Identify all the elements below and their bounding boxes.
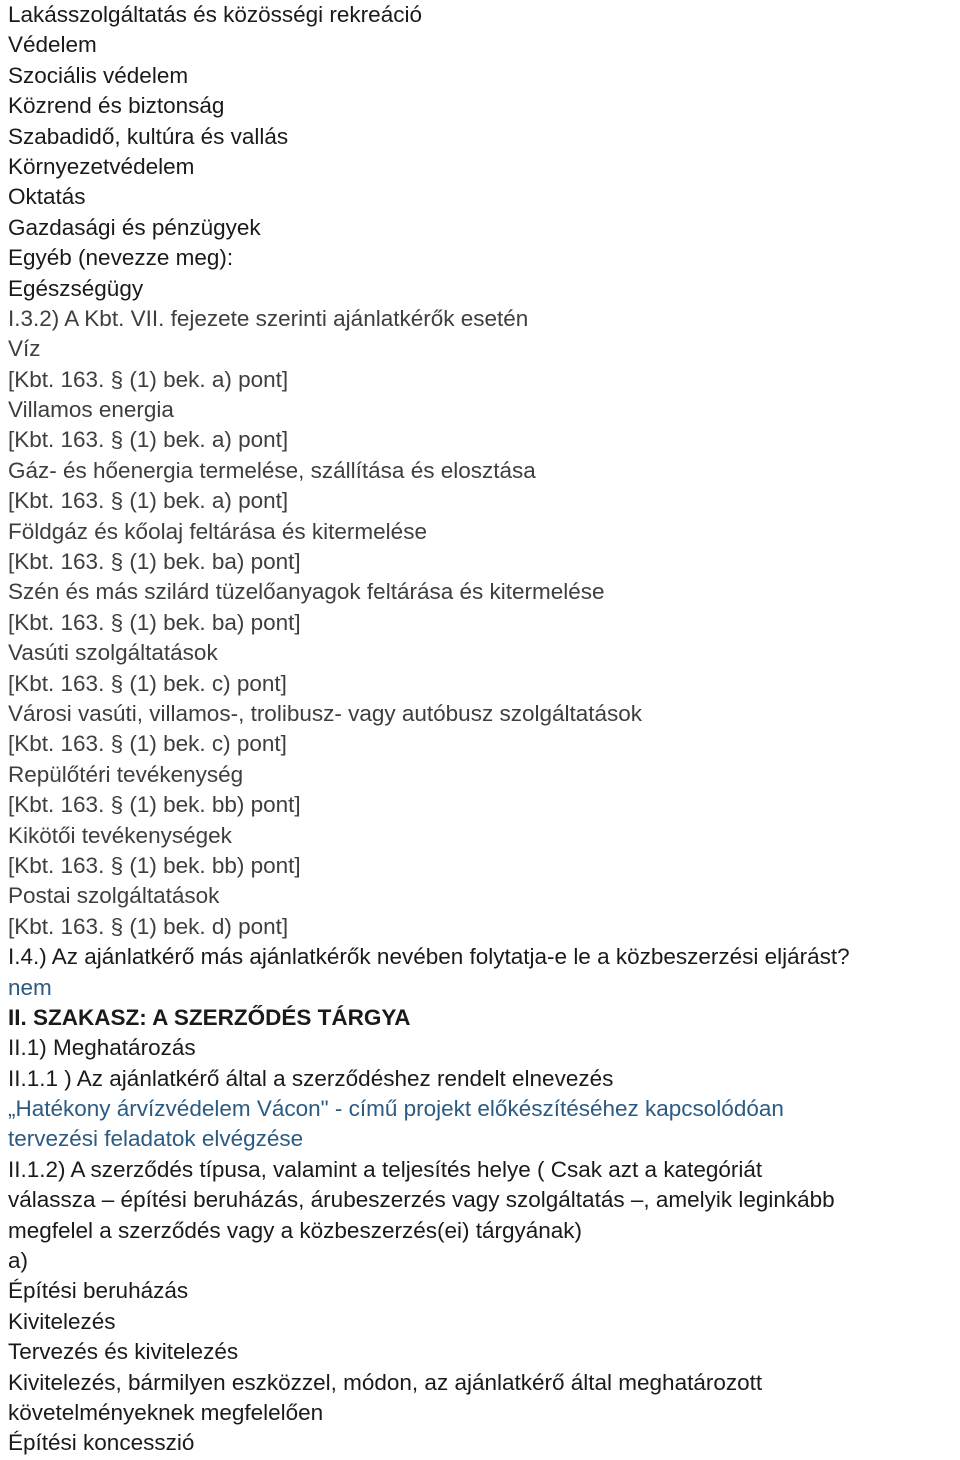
text-line: [Kbt. 163. § (1) bek. a) pont] bbox=[8, 427, 289, 453]
text-line: nem bbox=[8, 974, 52, 1000]
text-line: Építési beruházás bbox=[8, 1278, 189, 1304]
text-line: [Kbt. 163. § (1) bek. c) pont] bbox=[8, 670, 287, 696]
text-line: [Kbt. 163. § (1) bek. bb) pont] bbox=[8, 792, 301, 818]
text-line: Víz bbox=[8, 336, 41, 362]
text-line: Lakásszolgáltatás és közösségi rekreáció bbox=[8, 2, 422, 27]
text-line: [Kbt. 163. § (1) bek. ba) pont] bbox=[8, 549, 301, 575]
text-line: [Kbt. 163. § (1) bek. d) pont] bbox=[8, 913, 289, 939]
text-line: II.1.2) A szerződés típusa, valamint a teljesítés helye ( Csak azt a kategóriát bbox=[8, 1156, 763, 1182]
text-line: [Kbt. 163. § (1) bek. a) pont] bbox=[8, 488, 289, 514]
text-line: Szociális védelem bbox=[8, 62, 189, 88]
text-line: II. SZAKASZ: A SZERZŐDÉS TÁRGYA bbox=[8, 1004, 411, 1030]
text-line: II.1.1 ) Az ajánlatkérő által a szerződéshez rendelt elnevezés bbox=[8, 1065, 614, 1091]
text-line: válassza – építési beruházás, árubeszerzés vagy szolgáltatás –, amelyik leginkább bbox=[8, 1187, 835, 1213]
text-line: Szabadidő, kultúra és vallás bbox=[8, 123, 289, 149]
text-line: Oktatás bbox=[8, 184, 86, 210]
text-line: Kivitelezés, bármilyen eszközzel, módon, az ajánlatkérő által meghatározott bbox=[8, 1369, 763, 1395]
text-line: Gazdasági és pénzügyek bbox=[8, 214, 261, 240]
text-line: Városi vasúti, villamos-, trolibusz- vagy autóbusz szolgáltatások bbox=[8, 700, 643, 726]
text-line: Gáz- és hőenergia termelése, szállítása és elosztása bbox=[8, 457, 536, 483]
text-line: Postai szolgáltatások bbox=[8, 883, 220, 909]
text-line: tervezési feladatok elvégzése bbox=[8, 1126, 304, 1152]
text-line: Egyéb (nevezze meg): bbox=[8, 245, 234, 271]
text-line: I.3.2) A Kbt. VII. fejezete szerinti ajánlatkérők esetén bbox=[8, 305, 529, 331]
text-line: I.4.) Az ajánlatkérő más ajánlatkérők nevében folytatja-e le a közbeszerzési eljárást? bbox=[8, 944, 850, 970]
text-line: Kivitelezés bbox=[8, 1308, 116, 1334]
text-line: [Kbt. 163. § (1) bek. c) pont] bbox=[8, 731, 287, 757]
text-line: Földgáz és kőolaj feltárása és kitermelése bbox=[8, 518, 427, 544]
text-line: [Kbt. 163. § (1) bek. ba) pont] bbox=[8, 609, 301, 635]
text-line: Közrend és biztonság bbox=[8, 93, 225, 119]
text-line: Építési koncesszió bbox=[8, 1430, 195, 1456]
text-line: Kikötői tevékenységek bbox=[8, 822, 232, 848]
text-line: [Kbt. 163. § (1) bek. bb) pont] bbox=[8, 852, 301, 878]
text-line: követelményeknek megfelelően bbox=[8, 1399, 324, 1425]
text-line: [Kbt. 163. § (1) bek. a) pont] bbox=[8, 366, 289, 392]
text-line: Védelem bbox=[8, 32, 97, 58]
text-line: Szén és más szilárd tüzelőanyagok feltárása és kitermelése bbox=[8, 579, 605, 605]
text-line: Egészségügy bbox=[8, 275, 144, 301]
text-line: Villamos energia bbox=[8, 397, 174, 423]
text-line: II.1) Meghatározás bbox=[8, 1035, 196, 1061]
text-line: megfelel a szerződés vagy a közbeszerzés(ei) tárgyának) bbox=[8, 1217, 583, 1243]
text-line: Repülőtéri tevékenység bbox=[8, 761, 244, 787]
text-line: Tervezés és kivitelezés bbox=[8, 1339, 239, 1365]
text-line: Vasúti szolgáltatások bbox=[8, 640, 218, 666]
text-line: „Hatékony árvízvédelem Vácon" - című projekt előkészítéséhez kapcsolódóan bbox=[8, 1096, 784, 1122]
text-line: Környezetvédelem bbox=[8, 153, 195, 179]
text-line: a) bbox=[8, 1248, 29, 1274]
